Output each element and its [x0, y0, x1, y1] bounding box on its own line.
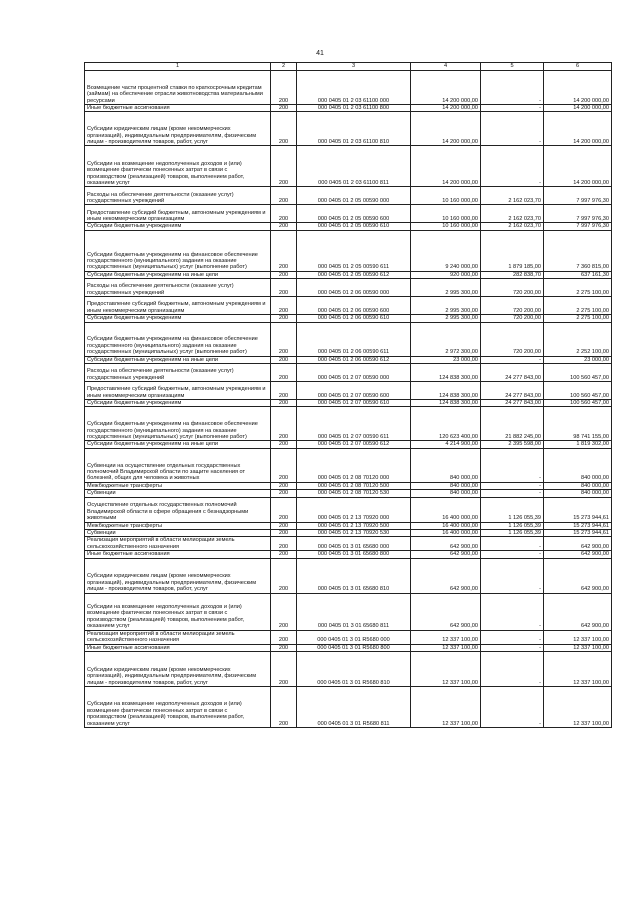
- header-col-2: 2: [271, 63, 297, 71]
- row-planned-amount: 642 900,00: [411, 551, 481, 558]
- row-label: Субсидии бюджетным учреждениям на финансовое обеспечение государственного (муниципального) задания на оказание государственных (муниципальных) услуг (выполнение работ): [85, 230, 271, 271]
- row-planned-amount: 642 900,00: [411, 558, 481, 593]
- row-planned-amount: 16 400 000,00: [411, 497, 481, 522]
- row-remaining-amount: 840 000,00: [544, 490, 612, 497]
- table-row: [85, 593, 612, 630]
- table-row: [85, 112, 612, 146]
- row-planned-amount: 23 000,00: [411, 356, 481, 363]
- page-number: 41: [316, 50, 324, 57]
- row-budget-code: 000 0405 01 2 05 00590 000: [297, 187, 411, 205]
- row-executed-amount: 720 200,00: [481, 322, 544, 356]
- row-label: Субсидии юридическим лицам (кроме некоммерческих организаций), индивидуальным предпринимателям, физическим лицам - производителям товаров, работ, услуг: [85, 651, 271, 686]
- row-label: Возмещение части процентной ставки по краткосрочным кредитам (займам) на обеспечение отрасли животноводства материальными ресурсами: [85, 71, 271, 105]
- row-planned-amount: 10 160 000,00: [411, 187, 481, 205]
- table-row: [85, 551, 612, 558]
- row-planned-amount: 840 000,00: [411, 448, 481, 482]
- row-code: 200: [271, 651, 297, 686]
- row-code: 200: [271, 482, 297, 489]
- row-remaining-amount: 14 200 000,00: [544, 146, 612, 187]
- row-code: 200: [271, 644, 297, 651]
- row-budget-code: 000 0405 01 2 13 70920 530: [297, 530, 411, 537]
- row-executed-amount: 1 126 055,39: [481, 497, 544, 522]
- table-row: [85, 146, 612, 187]
- row-remaining-amount: 14 200 000,00: [544, 112, 612, 146]
- row-budget-code: 000 0405 01 3 01 R5680 810: [297, 651, 411, 686]
- row-remaining-amount: 642 900,00: [544, 551, 612, 558]
- row-code: 200: [271, 441, 297, 448]
- row-planned-amount: 12 337 100,00: [411, 630, 481, 644]
- table-row: [85, 448, 612, 482]
- row-code: 200: [271, 146, 297, 187]
- row-label: Реализация мероприятий в области мелиорации земель сельскохозяйственного назначения: [85, 630, 271, 644]
- table-row: [85, 382, 612, 400]
- row-code: 200: [271, 223, 297, 230]
- row-executed-amount: 1 879 185,00: [481, 230, 544, 271]
- row-remaining-amount: 100 560 457,00: [544, 382, 612, 400]
- table-row: [85, 441, 612, 448]
- row-executed-amount: -: [481, 105, 544, 112]
- table-row: [85, 407, 612, 441]
- row-executed-amount: -: [481, 112, 544, 146]
- row-budget-code: 000 0405 01 3 01 65680 000: [297, 537, 411, 551]
- row-executed-amount: 282 838,70: [481, 271, 544, 278]
- row-budget-code: 000 0405 01 3 01 65680 811: [297, 593, 411, 630]
- row-budget-code: 000 0405 01 2 07 00590 600: [297, 382, 411, 400]
- row-planned-amount: 642 900,00: [411, 537, 481, 551]
- row-budget-code: 000 0405 01 2 03 61100 810: [297, 112, 411, 146]
- table-row: [85, 522, 612, 529]
- row-planned-amount: 2 995 300,00: [411, 315, 481, 322]
- row-budget-code: 000 0405 01 2 06 00590 600: [297, 297, 411, 315]
- header-col-4: 4: [411, 63, 481, 71]
- row-planned-amount: 14 200 000,00: [411, 146, 481, 187]
- row-remaining-amount: 12 337 100,00: [544, 651, 612, 686]
- row-code: 200: [271, 112, 297, 146]
- table-row: [85, 279, 612, 297]
- row-executed-amount: -: [481, 146, 544, 187]
- row-remaining-amount: 2 275 100,00: [544, 315, 612, 322]
- row-budget-code: 000 0405 01 2 05 00590 611: [297, 230, 411, 271]
- row-planned-amount: 2 995 300,00: [411, 279, 481, 297]
- row-code: 200: [271, 407, 297, 441]
- row-code: 200: [271, 279, 297, 297]
- row-code: 200: [271, 315, 297, 322]
- row-budget-code: 000 0405 01 2 07 00590 611: [297, 407, 411, 441]
- table-row: [85, 315, 612, 322]
- table-row: [85, 400, 612, 407]
- table-row: [85, 322, 612, 356]
- table-row: [85, 187, 612, 205]
- row-code: 200: [271, 593, 297, 630]
- table-row: [85, 686, 612, 727]
- row-remaining-amount: 637 161,30: [544, 271, 612, 278]
- row-planned-amount: 12 337 100,00: [411, 644, 481, 651]
- row-remaining-amount: 14 200 000,00: [544, 105, 612, 112]
- header-col-3: 3: [297, 63, 411, 71]
- row-planned-amount: 14 200 000,00: [411, 105, 481, 112]
- row-label: Субсидии юридическим лицам (кроме некоммерческих организаций), индивидуальным предпринимателям, физическим лицам - производителям товаров, работ, услуг: [85, 112, 271, 146]
- row-remaining-amount: 840 000,00: [544, 482, 612, 489]
- row-remaining-amount: 12 337 100,00: [544, 686, 612, 727]
- row-code: 200: [271, 205, 297, 223]
- row-executed-amount: -: [481, 551, 544, 558]
- row-planned-amount: 920 000,00: [411, 271, 481, 278]
- header-col-5: 5: [481, 63, 544, 71]
- table-row: [85, 651, 612, 686]
- row-budget-code: 000 0405 01 2 06 00590 610: [297, 315, 411, 322]
- row-label: Субсидии бюджетным учреждениям на иные цели: [85, 271, 271, 278]
- row-remaining-amount: 12 337 100,00: [544, 644, 612, 651]
- row-budget-code: 000 0405 01 2 06 00590 000: [297, 279, 411, 297]
- row-label: Реализация мероприятий в области мелиорации земель сельскохозяйственного назначения: [85, 537, 271, 551]
- row-planned-amount: 2 995 300,00: [411, 297, 481, 315]
- row-code: 200: [271, 530, 297, 537]
- row-planned-amount: 16 400 000,00: [411, 530, 481, 537]
- row-budget-code: 000 0405 01 2 05 00590 610: [297, 223, 411, 230]
- row-code: 200: [271, 558, 297, 593]
- table-row: [85, 482, 612, 489]
- row-code: 200: [271, 537, 297, 551]
- row-remaining-amount: 642 900,00: [544, 537, 612, 551]
- row-remaining-amount: 2 275 100,00: [544, 297, 612, 315]
- row-label: Субсидии бюджетным учреждениям на финансовое обеспечение государственного (муниципального) задания на оказание государственных (муниципальных) услуг (выполнение работ): [85, 407, 271, 441]
- row-executed-amount: 24 277 843,00: [481, 364, 544, 382]
- table-row: [85, 644, 612, 651]
- budget-execution-table: [84, 62, 612, 728]
- row-executed-amount: -: [481, 630, 544, 644]
- table-row: [85, 271, 612, 278]
- row-budget-code: 000 0405 01 2 03 61100 811: [297, 146, 411, 187]
- row-executed-amount: 1 126 055,39: [481, 530, 544, 537]
- row-label: Субсидии юридическим лицам (кроме некоммерческих организаций), индивидуальным предпринимателям, физическим лицам - производителям товаров, работ, услуг: [85, 558, 271, 593]
- table-row: [85, 630, 612, 644]
- row-budget-code: 000 0405 01 3 01 R5680 811: [297, 686, 411, 727]
- row-executed-amount: 1 126 055,39: [481, 522, 544, 529]
- row-label: Субвенции: [85, 490, 271, 497]
- row-code: 200: [271, 448, 297, 482]
- row-label: Иные бюджетные ассигнования: [85, 644, 271, 651]
- row-remaining-amount: 7 360 815,00: [544, 230, 612, 271]
- row-executed-amount: -: [481, 537, 544, 551]
- row-label: Субсидии бюджетным учреждениям: [85, 315, 271, 322]
- row-executed-amount: -: [481, 71, 544, 105]
- row-budget-code: 000 0405 01 3 01 R5680 800: [297, 644, 411, 651]
- row-budget-code: 000 0405 01 2 03 61100 000: [297, 71, 411, 105]
- row-planned-amount: 12 337 100,00: [411, 686, 481, 727]
- table-body: [85, 63, 612, 728]
- row-budget-code: 000 0405 01 3 01 65680 800: [297, 551, 411, 558]
- row-code: 200: [271, 686, 297, 727]
- row-code: 200: [271, 71, 297, 105]
- row-executed-amount: 2 395 598,00: [481, 441, 544, 448]
- row-planned-amount: 4 214 900,00: [411, 441, 481, 448]
- row-remaining-amount: 23 000,00: [544, 356, 612, 363]
- row-planned-amount: 124 838 300,00: [411, 382, 481, 400]
- row-executed-amount: -: [481, 448, 544, 482]
- row-planned-amount: 14 200 000,00: [411, 112, 481, 146]
- row-budget-code: 000 0405 01 2 08 70120 500: [297, 482, 411, 489]
- row-code: 200: [271, 230, 297, 271]
- row-budget-code: 000 0405 01 3 01 65680 810: [297, 558, 411, 593]
- row-remaining-amount: 7 997 976,30: [544, 187, 612, 205]
- row-label: Расходы на обеспечение деятельности (оказание услуг) государственных учреждений: [85, 279, 271, 297]
- row-planned-amount: 124 838 300,00: [411, 364, 481, 382]
- row-label: Субсидии бюджетным учреждениям: [85, 400, 271, 407]
- row-planned-amount: 840 000,00: [411, 482, 481, 489]
- row-label: Расходы на обеспечение деятельности (оказание услуг) государственных учреждений: [85, 187, 271, 205]
- row-code: 200: [271, 400, 297, 407]
- row-label: Субвенции: [85, 530, 271, 537]
- row-executed-amount: 2 162 023,70: [481, 223, 544, 230]
- table-row: [85, 356, 612, 363]
- row-remaining-amount: 840 000,00: [544, 448, 612, 482]
- row-remaining-amount: 2 252 100,00: [544, 322, 612, 356]
- row-remaining-amount: 7 997 976,30: [544, 205, 612, 223]
- row-budget-code: 000 0405 01 2 06 00590 611: [297, 322, 411, 356]
- row-remaining-amount: 15 273 944,61: [544, 530, 612, 537]
- row-remaining-amount: 15 273 944,61: [544, 522, 612, 529]
- row-budget-code: 000 0405 01 2 08 70120 530: [297, 490, 411, 497]
- row-planned-amount: 840 000,00: [411, 490, 481, 497]
- header-col-1: 1: [85, 63, 271, 71]
- row-label: Иные бюджетные ассигнования: [85, 551, 271, 558]
- row-remaining-amount: 14 200 000,00: [544, 71, 612, 105]
- row-remaining-amount: 100 560 457,00: [544, 364, 612, 382]
- row-budget-code: 000 0405 01 2 07 00590 610: [297, 400, 411, 407]
- row-label: Субсидии бюджетным учреждениям на иные цели: [85, 356, 271, 363]
- table-row: [85, 297, 612, 315]
- table-row: [85, 490, 612, 497]
- row-code: 200: [271, 497, 297, 522]
- row-planned-amount: 10 160 000,00: [411, 205, 481, 223]
- row-code: 200: [271, 630, 297, 644]
- row-remaining-amount: 15 273 944,61: [544, 497, 612, 522]
- row-budget-code: 000 0405 01 2 13 70920 500: [297, 522, 411, 529]
- row-remaining-amount: 642 900,00: [544, 558, 612, 593]
- row-remaining-amount: 1 819 302,00: [544, 441, 612, 448]
- table-row: [85, 223, 612, 230]
- row-executed-amount: 720 200,00: [481, 297, 544, 315]
- row-code: 200: [271, 105, 297, 112]
- row-planned-amount: 14 200 000,00: [411, 71, 481, 105]
- row-budget-code: 000 0405 01 3 01 R5680 000: [297, 630, 411, 644]
- row-code: 200: [271, 364, 297, 382]
- row-executed-amount: -: [481, 644, 544, 651]
- row-budget-code: 000 0405 01 2 05 00590 600: [297, 205, 411, 223]
- row-remaining-amount: 2 275 100,00: [544, 279, 612, 297]
- row-executed-amount: -: [481, 356, 544, 363]
- row-executed-amount: 720 200,00: [481, 279, 544, 297]
- row-executed-amount: 21 882 245,00: [481, 407, 544, 441]
- row-label: Субсидии на возмещение недополученных доходов и (или) возмещение фактически понесенных затрат в связи с производством (реализацией) товаров, выполнением работ, оказанием услуг: [85, 146, 271, 187]
- row-label: Субвенции на осуществление отдельных государственных полномочий Владимирской области по защите населения от болезней, общих для человека и животных: [85, 448, 271, 482]
- row-budget-code: 000 0405 01 2 13 70920 000: [297, 497, 411, 522]
- row-code: 200: [271, 356, 297, 363]
- row-remaining-amount: 12 337 100,00: [544, 630, 612, 644]
- table-header-row: [85, 63, 612, 71]
- row-code: 200: [271, 382, 297, 400]
- row-remaining-amount: 100 560 457,00: [544, 400, 612, 407]
- row-label: Иные бюджетные ассигнования: [85, 105, 271, 112]
- table-row: [85, 558, 612, 593]
- row-executed-amount: -: [481, 558, 544, 593]
- row-planned-amount: 16 400 000,00: [411, 522, 481, 529]
- row-executed-amount: -: [481, 490, 544, 497]
- row-label: Субсидии на возмещение недополученных доходов и (или) возмещение фактически понесенных затрат в связи с производством (реализацией) товаров, выполнением работ, оказанием услуг: [85, 593, 271, 630]
- row-planned-amount: 642 900,00: [411, 593, 481, 630]
- row-executed-amount: 24 277 843,00: [481, 382, 544, 400]
- row-label: Субсидии бюджетным учреждениям на иные цели: [85, 441, 271, 448]
- table-row: [85, 105, 612, 112]
- row-code: 200: [271, 490, 297, 497]
- row-label: Межбюджетные трансферты: [85, 482, 271, 489]
- table-row: [85, 364, 612, 382]
- row-budget-code: 000 0405 01 2 06 00590 612: [297, 356, 411, 363]
- table-row: [85, 537, 612, 551]
- row-budget-code: 000 0405 01 2 07 00590 612: [297, 441, 411, 448]
- row-budget-code: 000 0405 01 2 05 00590 612: [297, 271, 411, 278]
- row-remaining-amount: 98 741 155,00: [544, 407, 612, 441]
- row-executed-amount: -: [481, 593, 544, 630]
- row-budget-code: 000 0405 01 2 03 61100 800: [297, 105, 411, 112]
- row-planned-amount: 2 972 300,00: [411, 322, 481, 356]
- row-planned-amount: 12 337 100,00: [411, 651, 481, 686]
- table-row: [85, 230, 612, 271]
- table-row: [85, 497, 612, 522]
- row-planned-amount: 124 838 300,00: [411, 400, 481, 407]
- row-planned-amount: 120 623 400,00: [411, 407, 481, 441]
- row-label: Субсидии бюджетным учреждениям: [85, 223, 271, 230]
- table-row: [85, 205, 612, 223]
- row-budget-code: 000 0405 01 2 08 70120 000: [297, 448, 411, 482]
- row-planned-amount: 10 160 000,00: [411, 223, 481, 230]
- row-label: Предоставление субсидий бюджетным, автономным учреждениям и иным некоммерческим организациям: [85, 297, 271, 315]
- row-executed-amount: -: [481, 651, 544, 686]
- row-label: Субсидии бюджетным учреждениям на финансовое обеспечение государственного (муниципального) задания на оказание государственных (муниципальных) услуг (выполнение работ): [85, 322, 271, 356]
- row-remaining-amount: 7 997 976,30: [544, 223, 612, 230]
- row-code: 200: [271, 187, 297, 205]
- row-code: 200: [271, 297, 297, 315]
- row-executed-amount: 2 162 023,70: [481, 205, 544, 223]
- row-executed-amount: 24 277 843,00: [481, 400, 544, 407]
- row-remaining-amount: 642 900,00: [544, 593, 612, 630]
- row-budget-code: 000 0405 01 2 07 00590 000: [297, 364, 411, 382]
- row-planned-amount: 9 240 000,00: [411, 230, 481, 271]
- row-label: Осуществление отдельных государственных полномочий Владимирской области в сфере обращения с безнадзорными животными: [85, 497, 271, 522]
- table-row: [85, 530, 612, 537]
- row-label: Межбюджетные трансферты: [85, 522, 271, 529]
- row-executed-amount: -: [481, 482, 544, 489]
- header-col-6: 6: [544, 63, 612, 71]
- row-executed-amount: 2 162 023,70: [481, 187, 544, 205]
- row-code: 200: [271, 322, 297, 356]
- row-code: 200: [271, 271, 297, 278]
- row-label: Субсидии на возмещение недополученных доходов и (или) возмещение фактически понесенных затрат в связи с производством (реализацией) товаров, выполнением работ, оказанием услуг: [85, 686, 271, 727]
- row-executed-amount: 720 200,00: [481, 315, 544, 322]
- row-code: 200: [271, 551, 297, 558]
- row-label: Предоставление субсидий бюджетным, автономным учреждениям и иным некоммерческим организациям: [85, 205, 271, 223]
- row-code: 200: [271, 522, 297, 529]
- row-executed-amount: -: [481, 686, 544, 727]
- row-label: Предоставление субсидий бюджетным, автономным учреждениям и иным некоммерческим организациям: [85, 382, 271, 400]
- row-label: Расходы на обеспечение деятельности (оказание услуг) государственных учреждений: [85, 364, 271, 382]
- table-row: [85, 71, 612, 105]
